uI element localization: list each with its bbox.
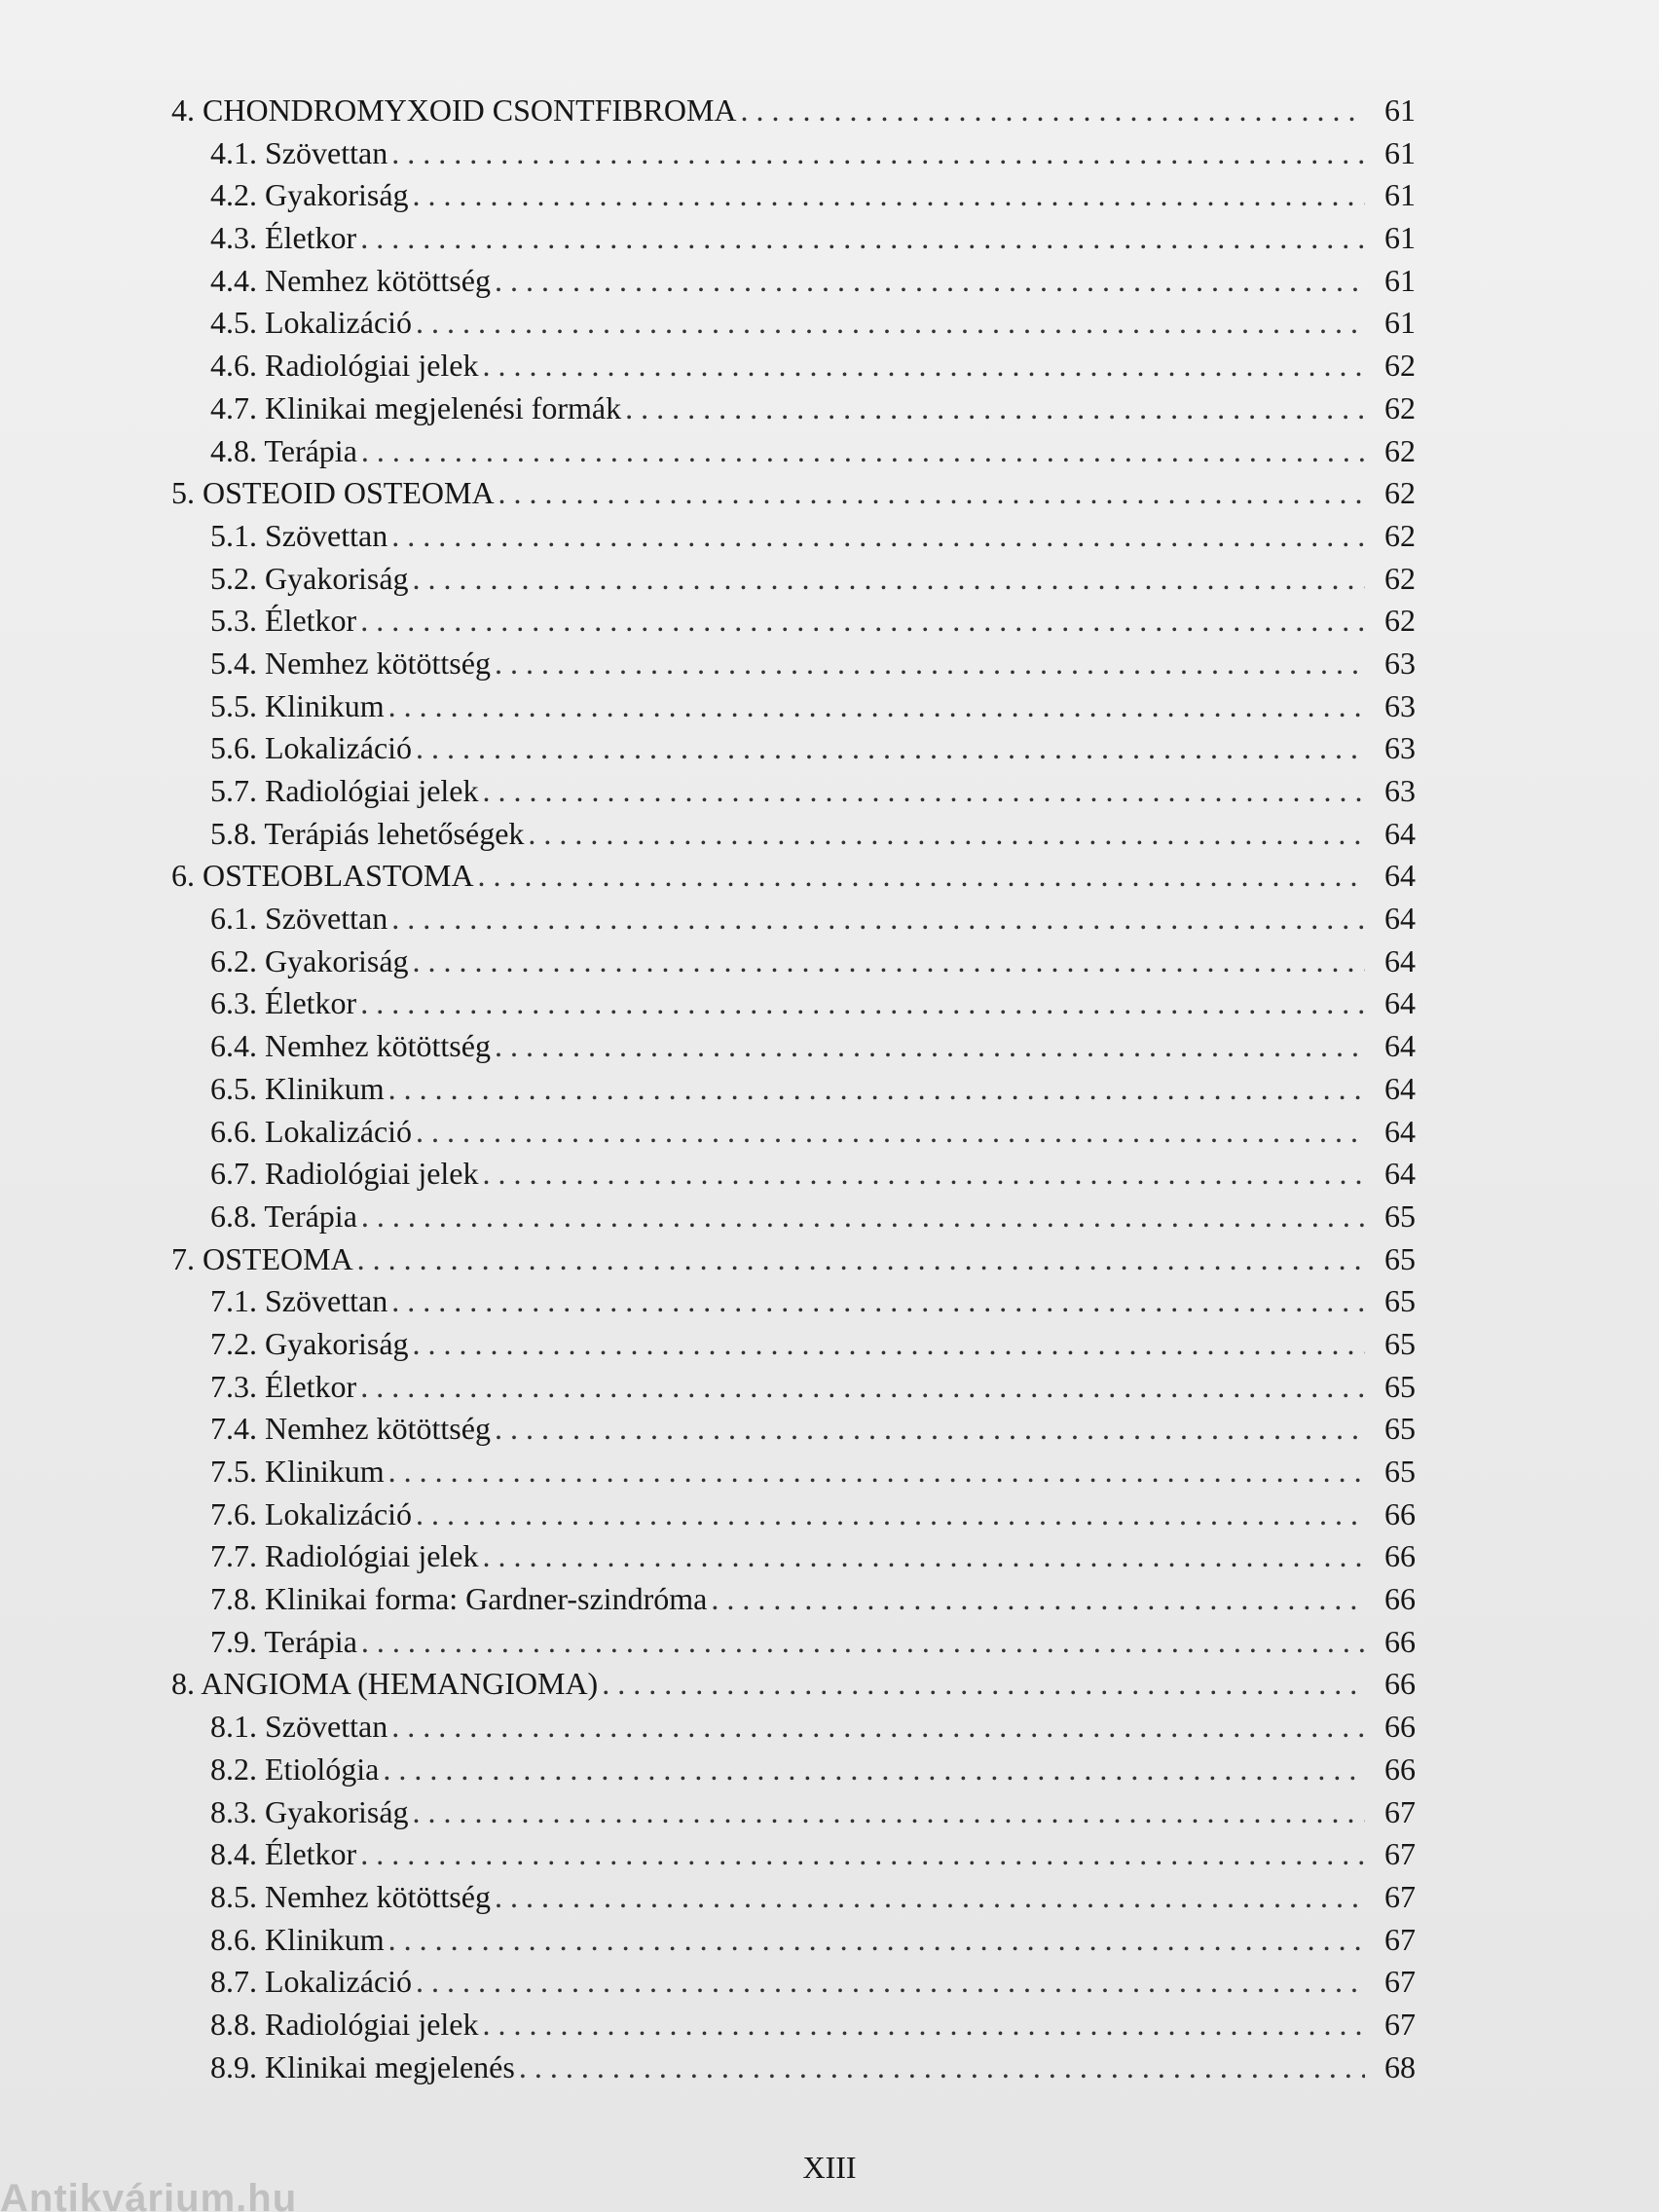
toc-entry-title: 5.5. Klinikum (210, 687, 385, 723)
toc-section-entry (171, 1919, 1416, 1962)
toc-section-entry (171, 1706, 1416, 1749)
toc-entry-page: 62 (1384, 517, 1416, 553)
toc-section-entry (171, 2046, 1416, 2089)
toc-entry-title: 6.6. Lokalizáció (210, 1113, 413, 1149)
dot-leader (391, 898, 1365, 940)
toc-entry-title: 5.2. Gyakoriság (210, 560, 409, 596)
toc-entry-title: 7.6. Lokalizáció (210, 1495, 413, 1531)
dot-leader (413, 1791, 1365, 1834)
toc-section-entry (171, 345, 1416, 387)
page-number: XIII (802, 2150, 857, 2185)
dot-leader (391, 132, 1365, 175)
toc-section-entry (171, 1833, 1416, 1876)
toc-section-entry (171, 217, 1416, 260)
toc-section-entry (171, 430, 1416, 473)
toc-entry-page: 64 (1384, 815, 1416, 851)
toc-entry-page: 64 (1384, 942, 1416, 978)
toc-entry-title: 4.3. Életkor (210, 220, 357, 256)
dot-leader (391, 515, 1365, 558)
toc-entry-page: 66 (1384, 1495, 1416, 1531)
toc-entry-page: 65 (1384, 1240, 1416, 1276)
toc-entry-title: 7.7. Radiológiai jelek (210, 1538, 479, 1574)
dot-leader (483, 345, 1366, 387)
dot-leader (416, 302, 1365, 345)
toc-entry-title: 6.5. Klinikum (210, 1070, 385, 1106)
dot-leader (413, 1323, 1365, 1366)
toc-section-entry (171, 1111, 1416, 1154)
toc-entry-title: 6.2. Gyakoriság (210, 942, 409, 978)
dot-leader (383, 1749, 1365, 1791)
toc-entry-page: 66 (1384, 1666, 1416, 1702)
dot-leader (388, 685, 1365, 728)
dot-leader (360, 982, 1365, 1025)
toc-entry-page: 61 (1384, 134, 1416, 170)
toc-entry-page: 64 (1384, 858, 1416, 894)
toc-entry-title: 8.4. Életkor (210, 1836, 357, 1872)
toc-entry-page: 64 (1384, 1156, 1416, 1192)
toc-entry-title: 5.6. Lokalizáció (210, 730, 413, 766)
toc-entry-title: 6.7. Radiológiai jelek (210, 1156, 479, 1192)
toc-section-entry (171, 1153, 1416, 1196)
toc-entry-page: 61 (1384, 262, 1416, 298)
toc-entry-page: 62 (1384, 389, 1416, 425)
toc-section-entry (171, 727, 1416, 770)
toc-entry-title: 7.8. Klinikai forma: Gardner-szindróma (210, 1581, 708, 1617)
toc-section-entry (171, 515, 1416, 558)
dot-leader (391, 1706, 1365, 1749)
dot-leader (483, 2004, 1366, 2046)
toc-entry-title: 6.8. Terápia (210, 1198, 357, 1234)
toc-section-entry (171, 558, 1416, 601)
dot-leader (478, 855, 1365, 898)
toc-section-entry (171, 813, 1416, 856)
toc-entry-title: 4.1. Szövettan (210, 134, 388, 170)
toc-entry-page: 67 (1384, 2006, 1416, 2042)
dot-leader (413, 174, 1365, 217)
toc-section-entry (171, 770, 1416, 813)
dot-leader (388, 1451, 1365, 1493)
toc-section-entry (171, 1621, 1416, 1664)
toc-entry-page: 68 (1384, 2048, 1416, 2084)
toc-section-entry (171, 1025, 1416, 1068)
toc-section-entry (171, 940, 1416, 983)
toc-entry-title: 5. OSTEOID OSTEOMA (171, 475, 495, 511)
toc-entry-page: 67 (1384, 1921, 1416, 1957)
toc-entry-title: 8. ANGIOMA (HEMANGIOMA) (171, 1666, 599, 1702)
toc-entry-page: 61 (1384, 177, 1416, 213)
toc-entry-title: 7. OSTEOMA (171, 1240, 353, 1276)
toc-section-entry (171, 1366, 1416, 1409)
toc-entry-page: 62 (1384, 560, 1416, 596)
toc-entry-title: 7.9. Terápia (210, 1623, 357, 1659)
toc-section-entry (171, 1578, 1416, 1621)
dot-leader (416, 1111, 1365, 1154)
toc-chapter-entry (171, 472, 1416, 515)
toc-entry-page: 65 (1384, 1454, 1416, 1489)
toc-section-entry (171, 1961, 1416, 2004)
dot-leader (495, 1876, 1365, 1919)
toc-entry-title: 8.9. Klinikai megjelenés (210, 2048, 515, 2084)
toc-entry-title: 8.5. Nemhez kötöttség (210, 1878, 491, 1914)
toc-entry-page: 62 (1384, 432, 1416, 468)
dot-leader (360, 1366, 1365, 1409)
toc-section-entry (171, 600, 1416, 643)
toc-entry-page: 64 (1384, 1028, 1416, 1064)
toc-section-entry (171, 982, 1416, 1025)
dot-leader (625, 387, 1365, 430)
toc-entry-title: 4.8. Terápia (210, 432, 357, 468)
toc-section-entry (171, 1749, 1416, 1791)
toc-entry-page: 64 (1384, 1113, 1416, 1149)
toc-entry-page: 62 (1384, 348, 1416, 384)
toc-entry-page: 61 (1384, 305, 1416, 341)
toc-chapter-entry (171, 1238, 1416, 1281)
toc-entry-page: 61 (1384, 220, 1416, 256)
toc-entry-title: 8.7. Lokalizáció (210, 1964, 413, 2000)
toc-entry-page: 64 (1384, 985, 1416, 1021)
toc-entry-page: 62 (1384, 603, 1416, 639)
dot-leader (483, 770, 1366, 813)
toc-entry-title: 4.7. Klinikai megjelenési formák (210, 389, 622, 425)
dot-leader (602, 1663, 1365, 1706)
dot-leader (391, 1280, 1365, 1323)
toc-chapter-entry (171, 1663, 1416, 1706)
toc-entry-page: 65 (1384, 1411, 1416, 1447)
dot-leader (361, 430, 1365, 473)
toc-entry-page: 66 (1384, 1709, 1416, 1745)
toc-entry-title: 4.4. Nemhez kötöttség (210, 262, 491, 298)
toc-section-entry (171, 643, 1416, 685)
dot-leader (495, 1025, 1365, 1068)
toc-entry-page: 65 (1384, 1198, 1416, 1234)
toc-section-entry (171, 132, 1416, 175)
toc-entry-page: 66 (1384, 1581, 1416, 1617)
toc-entry-title: 8.1. Szövettan (210, 1709, 388, 1745)
toc-section-entry (171, 174, 1416, 217)
toc-entry-page: 67 (1384, 1878, 1416, 1914)
toc-entry-title: 5.7. Radiológiai jelek (210, 773, 479, 808)
toc-section-entry (171, 1535, 1416, 1578)
dot-leader (495, 643, 1365, 685)
toc-entry-title: 4.5. Lokalizáció (210, 305, 413, 341)
toc-section-entry (171, 685, 1416, 728)
toc-entry-page: 65 (1384, 1325, 1416, 1361)
toc-entry-title: 7.5. Klinikum (210, 1454, 385, 1489)
dot-leader (360, 600, 1365, 643)
toc-entry-title: 6.1. Szövettan (210, 901, 388, 937)
dot-leader (413, 940, 1365, 983)
toc-entry-page: 62 (1384, 475, 1416, 511)
toc-entry-title: 8.2. Etiológia (210, 1751, 380, 1787)
toc-entry-page: 64 (1384, 1070, 1416, 1106)
toc-entry-title: 6. OSTEOBLASTOMA (171, 858, 474, 894)
toc-entry-page: 67 (1384, 1964, 1416, 2000)
dot-leader (416, 1961, 1365, 2004)
toc-entry-page: 63 (1384, 687, 1416, 723)
toc-entry-title: 5.1. Szövettan (210, 517, 388, 553)
toc-chapter-entry (171, 90, 1416, 132)
toc-entry-page: 61 (1384, 92, 1416, 128)
toc-entry-page: 64 (1384, 901, 1416, 937)
dot-leader (357, 1238, 1365, 1281)
dot-leader (528, 813, 1365, 856)
toc-chapter-entry (171, 855, 1416, 898)
toc-section-entry (171, 898, 1416, 940)
toc-entry-title: 4. CHONDROMYXOID CSONTFIBROMA (171, 92, 737, 128)
dot-leader (361, 1196, 1365, 1238)
toc-entry-title: 7.4. Nemhez kötöttség (210, 1411, 491, 1447)
toc-entry-page: 67 (1384, 1836, 1416, 1872)
toc-entry-page: 65 (1384, 1283, 1416, 1319)
dot-leader (711, 1578, 1365, 1621)
dot-leader (519, 2046, 1365, 2089)
toc-section-entry (171, 1323, 1416, 1366)
toc-entry-title: 8.3. Gyakoriság (210, 1793, 409, 1829)
toc-entry-page: 66 (1384, 1538, 1416, 1574)
toc-section-entry (171, 1791, 1416, 1834)
toc-section-entry (171, 1876, 1416, 1919)
toc-entry-title: 8.8. Radiológiai jelek (210, 2006, 479, 2042)
dot-leader (416, 1493, 1365, 1536)
toc-entry-title: 7.3. Életkor (210, 1368, 357, 1404)
toc-entry-title: 5.4. Nemhez kötöttség (210, 645, 491, 681)
toc-section-entry (171, 2004, 1416, 2046)
toc-entry-title: 4.2. Gyakoriság (210, 177, 409, 213)
table-of-contents (171, 90, 1416, 2088)
toc-entry-page: 63 (1384, 773, 1416, 808)
dot-leader (741, 90, 1366, 132)
toc-entry-page: 63 (1384, 730, 1416, 766)
dot-leader (361, 1621, 1365, 1664)
toc-entry-title: 7.1. Szövettan (210, 1283, 388, 1319)
toc-section-entry (171, 387, 1416, 430)
dot-leader (388, 1068, 1365, 1111)
dot-leader (388, 1919, 1365, 1962)
toc-entry-title: 7.2. Gyakoriság (210, 1325, 409, 1361)
dot-leader (495, 260, 1365, 303)
dot-leader (360, 1833, 1365, 1876)
toc-section-entry (171, 1493, 1416, 1536)
dot-leader (495, 1408, 1365, 1451)
toc-section-entry (171, 1408, 1416, 1451)
dot-leader (483, 1153, 1366, 1196)
toc-section-entry (171, 260, 1416, 303)
dot-leader (416, 727, 1365, 770)
toc-section-entry (171, 1280, 1416, 1323)
toc-entry-title: 5.8. Terápiás lehetőségek (210, 815, 525, 851)
toc-section-entry (171, 302, 1416, 345)
dot-leader (413, 558, 1365, 601)
watermark: Antikvárium.hu (0, 2177, 298, 2212)
toc-entry-title: 6.4. Nemhez kötöttség (210, 1028, 491, 1064)
toc-entry-title: 5.3. Életkor (210, 603, 357, 639)
toc-entry-page: 65 (1384, 1368, 1416, 1404)
toc-entry-page: 63 (1384, 645, 1416, 681)
toc-section-entry (171, 1451, 1416, 1493)
dot-leader (360, 217, 1365, 260)
toc-entry-page: 67 (1384, 1793, 1416, 1829)
toc-section-entry (171, 1068, 1416, 1111)
toc-section-entry (171, 1196, 1416, 1238)
toc-entry-title: 8.6. Klinikum (210, 1921, 385, 1957)
toc-entry-title: 4.6. Radiológiai jelek (210, 348, 479, 384)
dot-leader (483, 1535, 1366, 1578)
dot-leader (498, 472, 1365, 515)
toc-entry-page: 66 (1384, 1623, 1416, 1659)
toc-entry-page: 66 (1384, 1751, 1416, 1787)
toc-entry-title: 6.3. Életkor (210, 985, 357, 1021)
